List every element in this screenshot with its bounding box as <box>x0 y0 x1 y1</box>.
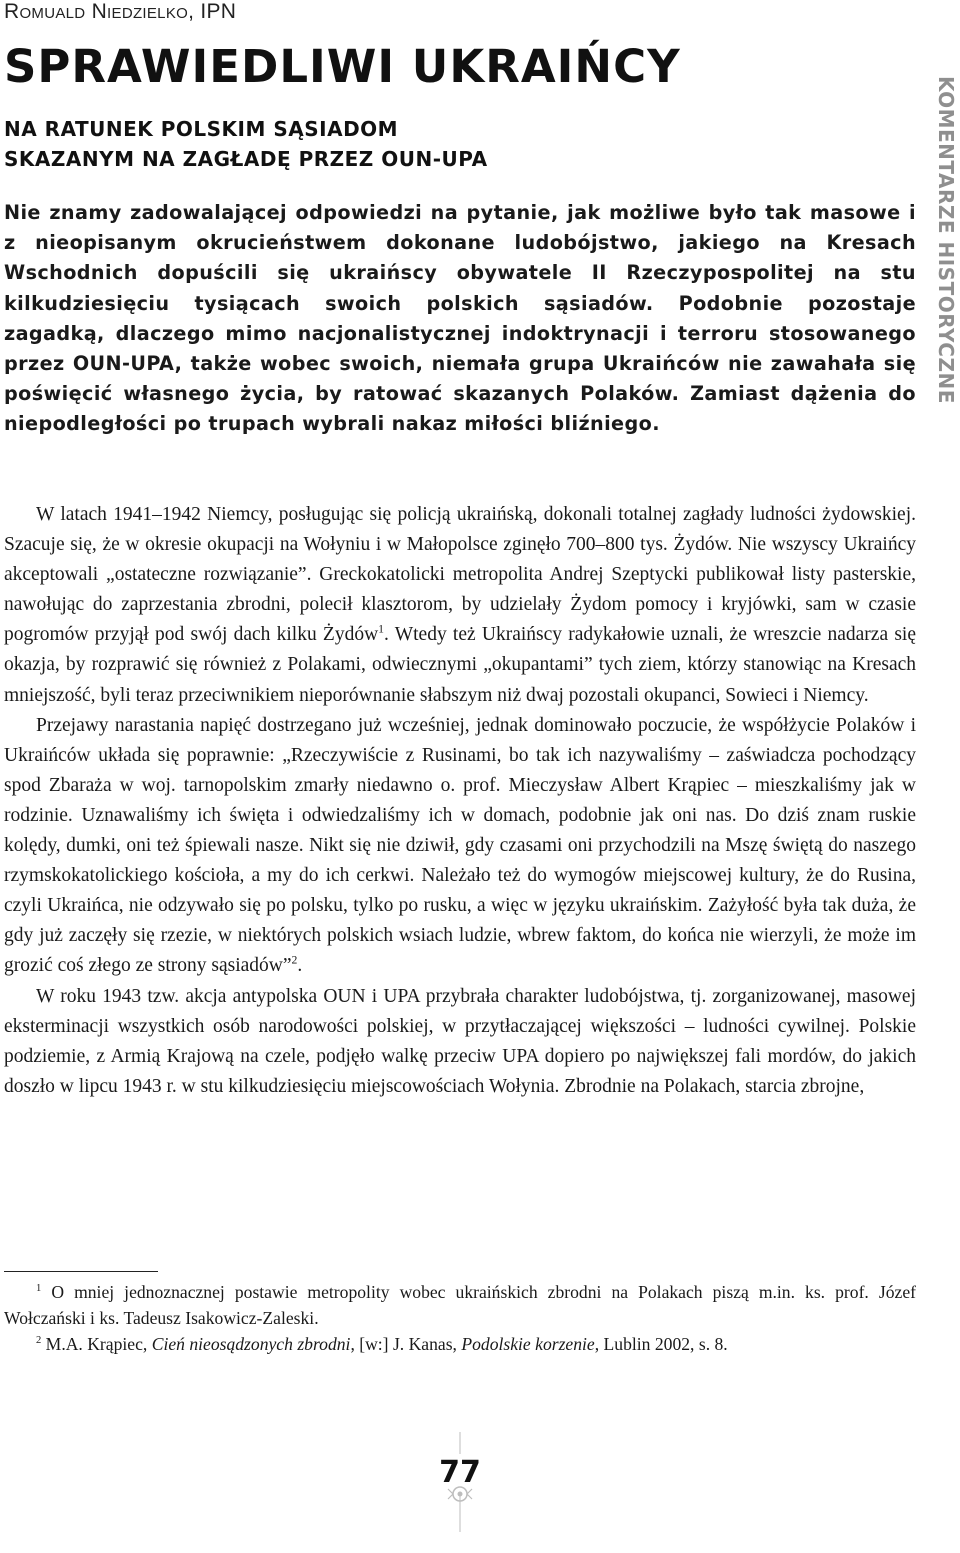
footnote-2-text-cont: , [w:] J. Kanas, <box>350 1334 462 1354</box>
footnote-2-number: 2 <box>36 1335 42 1347</box>
subtitle-line-1: NA RATUNEK POLSKIM SĄSIADOM <box>4 117 399 141</box>
page-number: 77 <box>439 1455 481 1490</box>
footnote-divider <box>4 1271 158 1272</box>
section-side-label: KOMENTARZE HISTORYCZNE <box>934 76 958 404</box>
body-paragraph-3: W roku 1943 tzw. akcja antypolska OUN i UPA przybrała charakter ludobójstwa, tj. zorganizowanej, masowej eksterminacji wszystkich osób narodowości polskiej, w przytłaczającej większości – ludności cywilnej. Polskie podziemie, z Armią Krajową na czele, podjęło walkę przeciw UPA dopiero po największej fali mordów, do jakich doszło w lipcu 1943 r. w stu kilkudziesięciu miejscowościach Wołynia. Zbrodnie na Polakach, starcia zbrojne, <box>4 985 916 1097</box>
footnotes <box>4 1279 916 1357</box>
article-subtitle <box>4 114 488 174</box>
article-title: SPRAWIEDLIWI UKRAIŃCY <box>4 40 681 93</box>
footnote-2 <box>4 1331 916 1357</box>
lead-paragraph: Nie znamy zadowalającej odpowiedzi na pytanie, jak możliwe było tak masowe i z nieopisanym okrucieństwem dokonane ludobójstwo, jakiego na Kresach Wschodnich dopuścili się ukraińscy obywatele II Rzeczypospolitej na stu kilkudziesięciu tysiącach swoich polskich sąsiadów. Podobnie pozostaje zagadką, dlaczego mimo nacjonalistycznej indoktrynacji i terroru stosowanego przez OUN-UPA, także wobec swoich, niemała grupa Ukraińców nie zawahała się poświęcić własnego życia, by ratować skazanych Polaków. Zamiast dążenia do niepodległości po trupach wybrali nakaz miłości bliźniego. <box>4 201 916 436</box>
footnote-2-text: M.A. Krąpiec, <box>41 1334 152 1354</box>
body-paragraph-1-text-cont: . Wtedy też Ukraińscy radykałowie uznali, że wreszcie nadarza się okazja, by rozprawić się również z Polakami, odwiecznymi „okupantami” tych ziem, którzy stanowiąc na Kresach mniejszość, byli teraz przeciwnikiem nieporównanie słabszym niż dwaj pozostali okupanci, Sowieci i Niemcy. <box>4 624 916 706</box>
body-paragraph-2-text: Przejawy narastania napięć dostrzegano już wcześniej, jednak dominowało poczucie, że współżycie Polaków i Ukraińców układa się poprawnie: „Rzeczywiście z Rusinami, bo tak ich nazywaliśmy – zaświadcza pochodzący spod Zbaraża w woj. tarnopolskim zmarły niedawno o. prof. Mieczysław Albert Krąpiec – mieszkaliśmy jak w rodzinie. Uznawaliśmy ich święta i odwiedzaliśmy ich w domach, podobnie jak oni nas. Do dziś znam ruskie kolędy, dumki, oni też śpiewali nasze. Nikt się nie dziwił, gdy czasami oni przychodzili na Mszę świętą do naszego rzymskokatolickiego kościoła, a my do ich cerkwi. Należało też do wymogów miejscowej kultury, że do Rusina, czyli Ukraińca, nie odzywało się po polsku, tylko po rusku, a więc w języku ukraińskim. Zażyłość była tak duża, że gdy już zaczęły się rzezie, w niektórych polskich wsiach ludzie, wbrew faktom, do końca nie wierzyli, że może im grozić coś złego ze strony sąsiadów” <box>4 714 916 977</box>
body-paragraph-2-text-cont: . <box>297 955 303 977</box>
footnote-2-book-title-2: Podolskie korzenie <box>461 1334 595 1354</box>
article-body <box>4 500 916 1102</box>
footnote-ref-2[interactable]: 2 <box>291 953 298 967</box>
footnote-1 <box>4 1279 916 1331</box>
footnote-1-number: 1 <box>36 1283 42 1295</box>
subtitle-line-2: SKAZANYM NA ZAGŁADĘ PRZEZ OUN-UPA <box>4 147 488 171</box>
footnote-1-text: O mniej jednoznacznej postawie metropolity wobec ukraińskich zbrodni na Polakach piszą m.in. ks. prof. Józef Wołczański i ks. Tadeusz Isakowicz-Zaleski. <box>4 1282 916 1328</box>
author-byline: Romuald Niedzielko, IPN <box>4 0 237 23</box>
body-paragraph-1 <box>4 500 916 711</box>
body-paragraph-2 <box>4 711 916 982</box>
footnote-2-text-end: , Lublin 2002, s. 8. <box>594 1334 728 1354</box>
footnote-2-book-title: Cień nieosądzonych zbrodni <box>151 1334 351 1354</box>
body-paragraph-1-text: W latach 1941–1942 Niemcy, posługując się policją ukraińską, dokonali totalnej zagłady ludności żydowskiej. Szacuje się, że w okresie okupacji na Wołyniu i w Małopolsce zginęło 700–800 tys. Żydów. Nie wszyscy Ukraińcy akceptowali „ostateczne rozwiązanie”. Greckokatolicki metropolita Andrej Szeptycki publikował listy pasterskie, nawołując do zaprzestania zbrodni, polecił klasztorom, by udzielały Żydom pomocy i kryjówki, sam w czasie pogromów przyjął pod swój dach kilku Żydów <box>4 504 916 646</box>
footnote-ref-1[interactable]: 1 <box>378 622 384 636</box>
